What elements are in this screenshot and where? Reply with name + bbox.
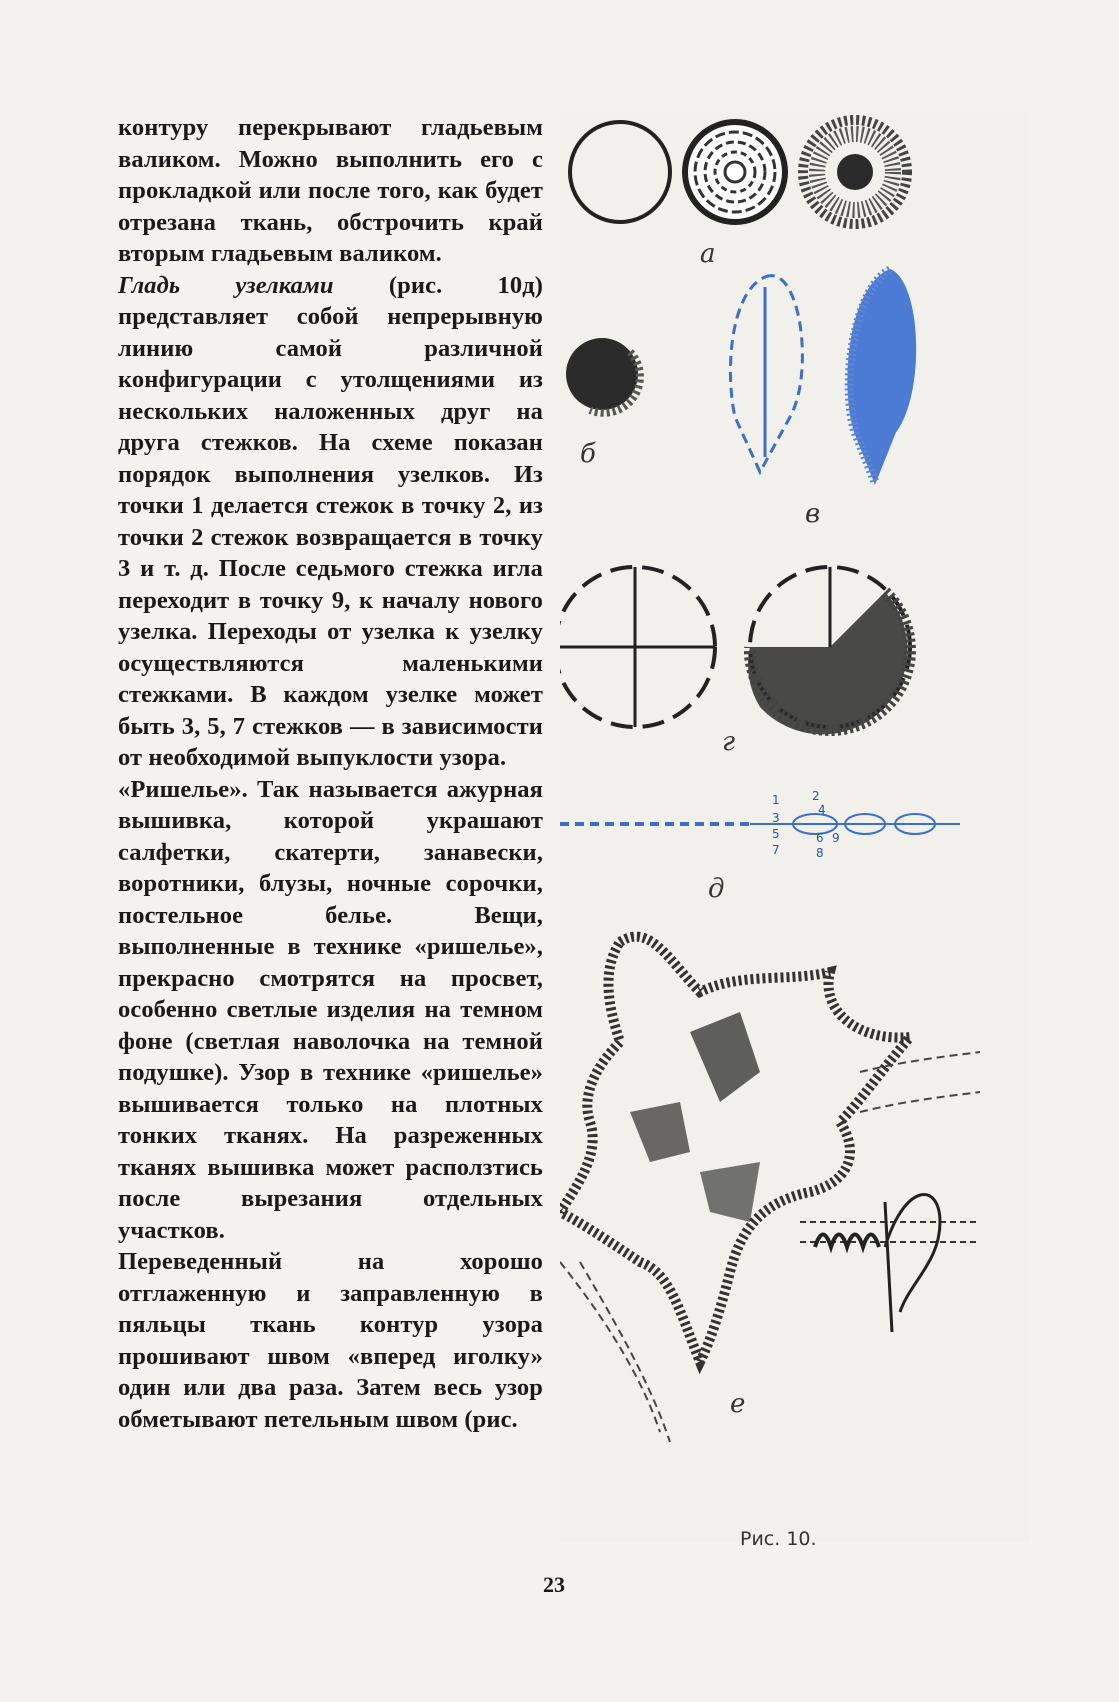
stitch-num-5: 5 — [772, 827, 780, 841]
body-text-column — [118, 112, 543, 1435]
label-d: д — [708, 874, 725, 904]
paragraph-3: «Ришелье». Так называется ажурная вышивка, которой украшают салфетки, скатерти, занавески, воротники, блузы, ночные сорочки, постельное белье. Вещи, выполненные в технике «ришелье», прекрасно смотрятся на просвет, особенно светлые изделия на темном фоне (светлая наволочка на темной подушке). Узор в технике «ришелье» вышивается только на плотных тонких тканях. На разреженных тканях вышивка может расползтись после вырезания отдельных участков. — [118, 775, 543, 1244]
label-a: а — [700, 239, 716, 269]
paragraph-2-body: (рис. 10д) представляет собой непрерывную линию самой различной конфигурации с утолщениями из нескольких наложенных друг на друга стежков. На схеме показан порядок выполнения узелков. Из точки 1 делается стежок в точку 2, из точки 2 стежок возвращается в точку 3 и т. д. После седьмого стежка игла переходит в точку 9, к началу нового узелка. Переходы от узелка к узелку осуществляются маленькими стежками. В каждом узелке может быть 3, 5, 7 стежков — в зависимости от необходимой выпуклости узора. — [118, 271, 543, 771]
paragraph-1: контуру перекрывают гладьевым валиком. Можно выполнить его с прокладкой или после того, как будет отрезана ткань, обстрочить край вторым гладьевым валиком. — [118, 114, 543, 267]
stitch-num-9: 9 — [832, 831, 840, 845]
stitch-num-7: 7 — [772, 843, 780, 857]
page-number: 23 — [543, 1572, 565, 1597]
embroidery-figure — [560, 112, 1030, 1542]
stitch-num-3: 3 — [772, 811, 780, 825]
figure-caption: Рис. 10. — [740, 1528, 817, 1550]
stitch-num-4: 4 — [818, 803, 826, 817]
paragraph-4: Переведенный на хорошо отглаженную и заправленную в пяльцы ткань контур узора прошивают швом «вперед иголку» один или два раза. Затем весь узор обметывают петельным швом (рис. — [118, 1248, 543, 1433]
label-e: е — [730, 1389, 746, 1419]
label-v: в — [805, 499, 821, 529]
term-glad-uzelkami: Гладь узелками — [118, 271, 334, 299]
stitch-num-1: 1 — [772, 793, 780, 807]
stitch-num-2: 2 — [812, 789, 820, 803]
label-b: б — [580, 439, 596, 469]
paragraph-2 — [118, 270, 543, 774]
label-g: г — [722, 727, 736, 757]
stitch-num-6: 6 — [816, 831, 824, 845]
stitch-num-8: 8 — [816, 846, 824, 860]
